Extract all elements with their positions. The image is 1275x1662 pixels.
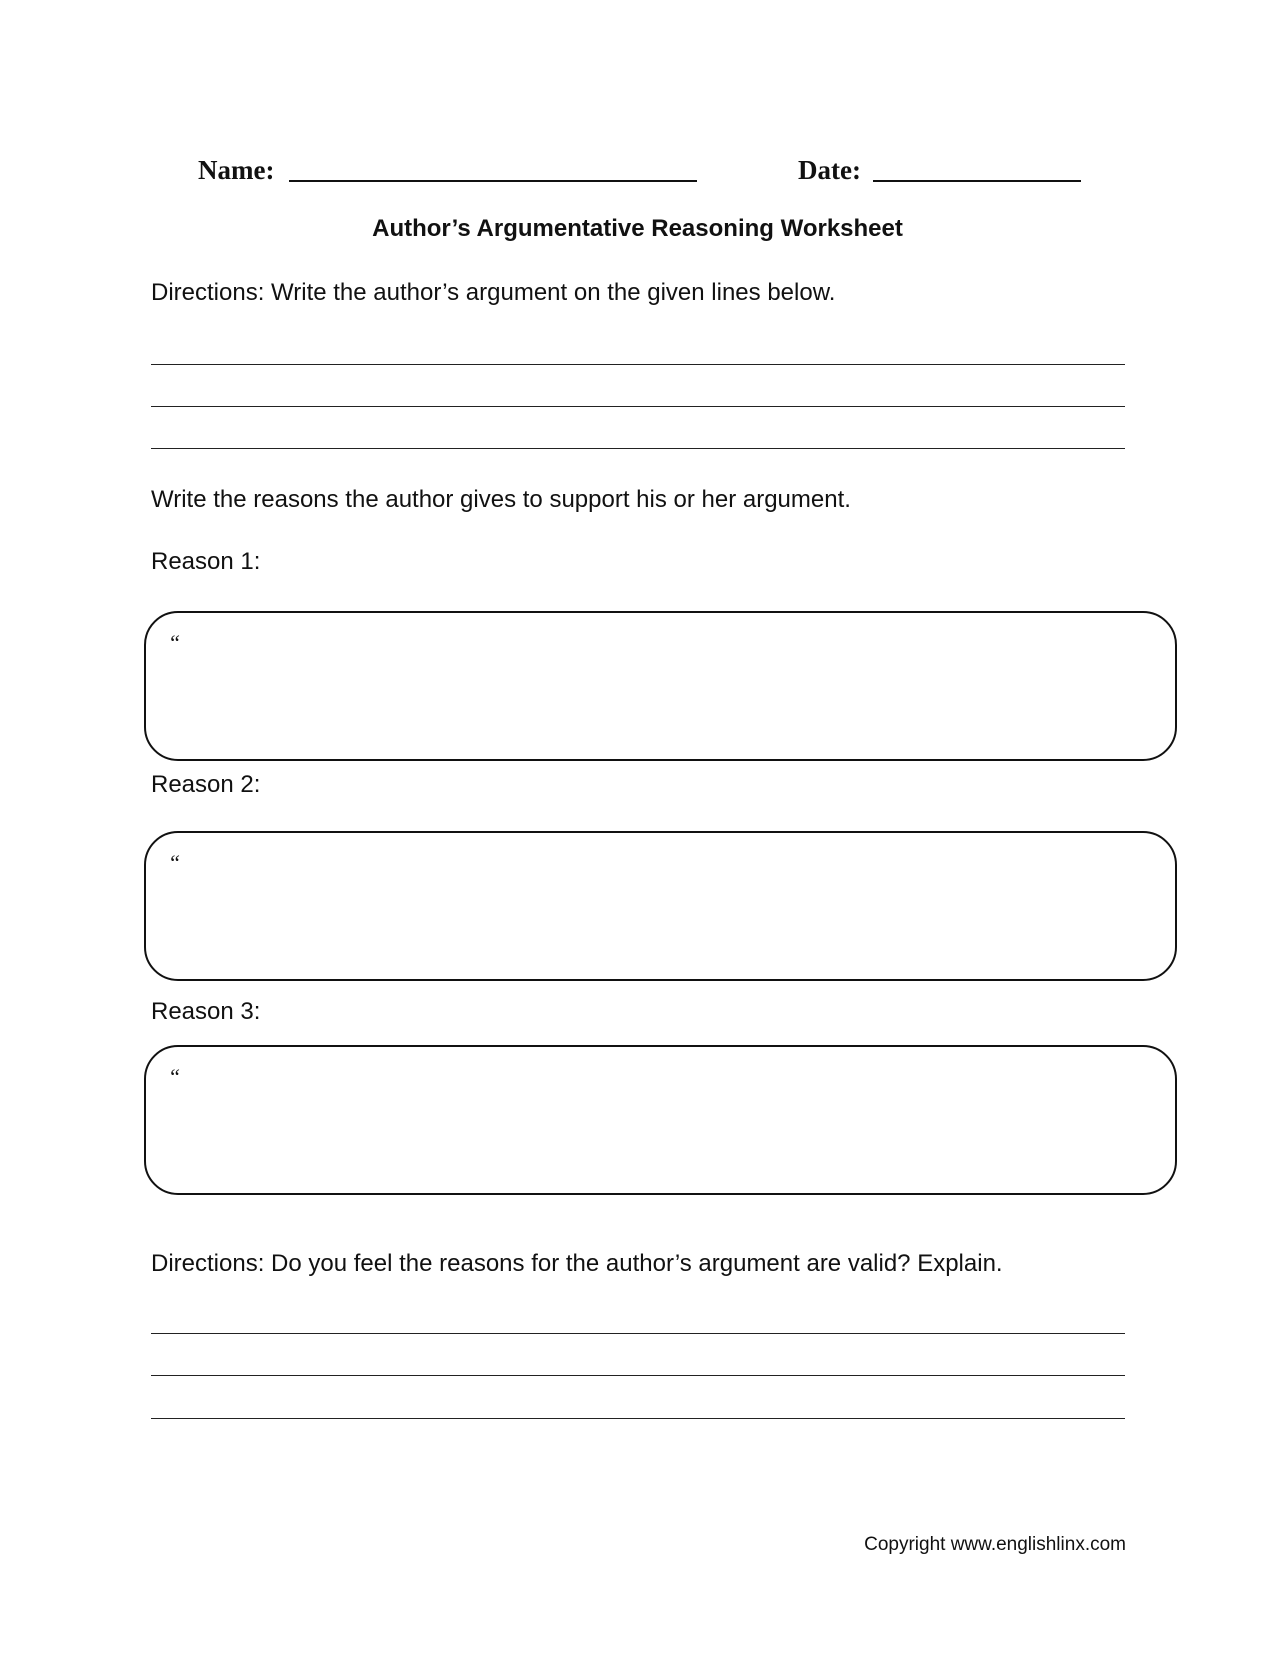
argument-answer-line-3[interactable] [151,448,1125,449]
reason-1-answer-box[interactable] [144,611,1177,761]
copyright-text: Copyright www.englishlinx.com [864,1534,1126,1555]
argument-answer-line-2[interactable] [151,406,1125,407]
quote-mark: “ [168,630,181,655]
quote-mark: “ [168,1064,181,1089]
reason-1-label: Reason 1: [151,548,261,575]
directions-validity: Directions: Do you feel the reasons for the author’s argument are valid? Explain. [151,1250,1003,1277]
name-label: Name: [198,155,275,185]
reason-3-label: Reason 3: [151,998,261,1025]
validity-answer-line-1[interactable] [151,1333,1125,1334]
date-label: Date: [798,155,861,185]
date-field[interactable] [873,180,1081,182]
quote-mark: “ [168,850,181,875]
directions-argument: Directions: Write the author’s argument on the given lines below. [151,279,836,306]
validity-answer-line-2[interactable] [151,1375,1125,1376]
name-field[interactable] [289,180,697,182]
validity-answer-line-3[interactable] [151,1418,1125,1419]
argument-answer-line-1[interactable] [151,364,1125,365]
worksheet-title: Author’s Argumentative Reasoning Worksheet [372,215,903,242]
reasons-instructions: Write the reasons the author gives to support his or her argument. [151,486,851,513]
reason-2-answer-box[interactable] [144,831,1177,981]
reason-3-answer-box[interactable] [144,1045,1177,1195]
reason-2-label: Reason 2: [151,771,261,798]
